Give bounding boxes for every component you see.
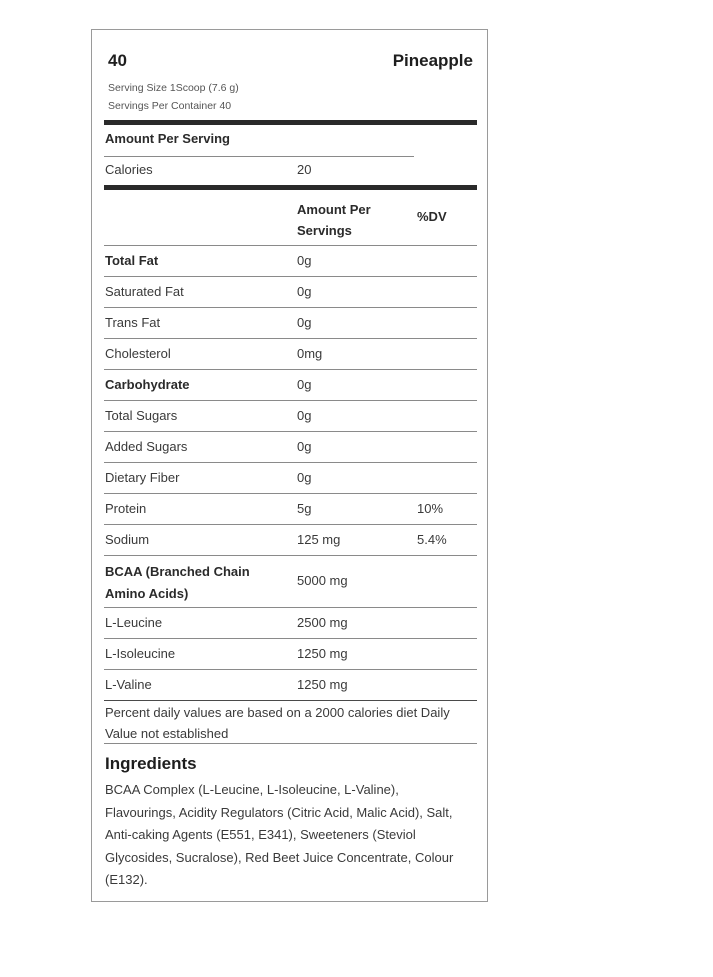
table-row: [104, 463, 477, 494]
nutrition-label: [91, 29, 488, 902]
table-row: [104, 308, 477, 339]
table-row: [104, 525, 477, 556]
table-row: [104, 246, 477, 277]
ingredients-line: Glycosides, Sucralose), Red Beet Juice Concentrate, Colour: [105, 849, 454, 865]
nutrient-amount: 0g: [297, 408, 312, 423]
dv-column-header: %DV: [417, 209, 447, 224]
ingredients-line: Flavourings, Acidity Regulators (Citric Acid, Malic Acid), Salt,: [105, 804, 453, 820]
nutrient-name: Total Fat: [105, 253, 159, 268]
thick-divider: [104, 120, 477, 125]
nutrient-name: Saturated Fat: [105, 284, 184, 299]
nutrient-amount: 1250 mg: [297, 677, 348, 692]
nutrient-amount: 5g: [297, 501, 312, 516]
table-row: [104, 608, 477, 639]
calories-value: 20: [297, 162, 312, 177]
nutrient-amount: 125 mg: [297, 532, 341, 547]
table-row: [104, 401, 477, 432]
serving-size: Serving Size 1Scoop (7.6 g): [108, 82, 239, 94]
amount-per-serving-heading: Amount Per Serving: [105, 131, 230, 146]
ingredients-line: BCAA Complex (L-Leucine, L-Isoleucine, L-Valine),: [105, 782, 399, 797]
nutrient-amount: 5000 mg: [297, 573, 348, 588]
nutrient-amount: 0g: [297, 470, 312, 485]
nutrient-name: Sodium: [105, 532, 150, 547]
daily-value-footnote: [104, 696, 477, 744]
nutrient-name: Total Sugars: [105, 408, 178, 423]
ingredients-line: Anti-caking Agents (E551, E341), Sweeteners (Steviol: [105, 827, 416, 842]
servings-count: 40: [108, 51, 127, 70]
nutrient-dv: 5.4%: [417, 532, 447, 547]
table-row: [104, 494, 477, 525]
nutrient-name: [105, 561, 250, 605]
flavor-name: Pineapple: [392, 51, 473, 70]
nutrient-amount: 0g: [297, 377, 312, 392]
footnote-line1: Percent daily values are based on a 2000 calories diet Daily: [105, 705, 450, 720]
nutrient-name: Carbohydrate: [105, 377, 190, 392]
amount-header-line2: Servings: [297, 223, 352, 238]
nutrient-name: L-Valine: [105, 677, 152, 692]
nutrient-amount: 0g: [297, 253, 312, 268]
table-row: [104, 339, 477, 370]
nutrient-amount: 1250 mg: [297, 646, 348, 661]
ingredients-line: (E132).: [105, 872, 148, 887]
nutrient-name: Cholesterol: [105, 346, 171, 361]
calories-label: Calories: [105, 162, 153, 177]
nutrient-name: Dietary Fiber: [105, 470, 180, 485]
table-row: [104, 370, 477, 401]
table-row: [104, 432, 477, 463]
nutrient-table: [104, 190, 477, 701]
ingredients-text: [105, 779, 477, 892]
nutrient-name: Protein: [105, 501, 147, 516]
servings-per-container: Servings Per Container 40: [108, 100, 232, 112]
nutrient-name-line1: BCAA (Branched Chain: [105, 564, 250, 579]
label-header: [108, 51, 477, 75]
amount-column-header: [297, 199, 371, 241]
nutrient-name: L-Isoleucine: [105, 646, 176, 661]
nutrient-name: L-Leucine: [105, 615, 163, 630]
nutrient-amount: 0g: [297, 284, 312, 299]
table-header: [104, 190, 477, 246]
nutrient-amount: 0g: [297, 315, 312, 330]
divider: [104, 156, 414, 157]
table-row: [104, 277, 477, 308]
footnote-line2: Value not established: [105, 726, 229, 741]
nutrient-amount: 0mg: [297, 346, 323, 361]
nutrient-name: Added Sugars: [105, 439, 188, 454]
table-row: [104, 556, 477, 608]
nutrient-name: Trans Fat: [105, 315, 161, 330]
table-row: [104, 639, 477, 670]
nutrient-name-line2: Amino Acids): [105, 586, 189, 601]
nutrient-dv: 10%: [417, 501, 444, 516]
nutrient-amount: 2500 mg: [297, 615, 348, 630]
ingredients-title: Ingredients: [105, 754, 197, 773]
amount-header-line1: Amount Per: [297, 202, 371, 217]
nutrient-amount: 0g: [297, 439, 312, 454]
